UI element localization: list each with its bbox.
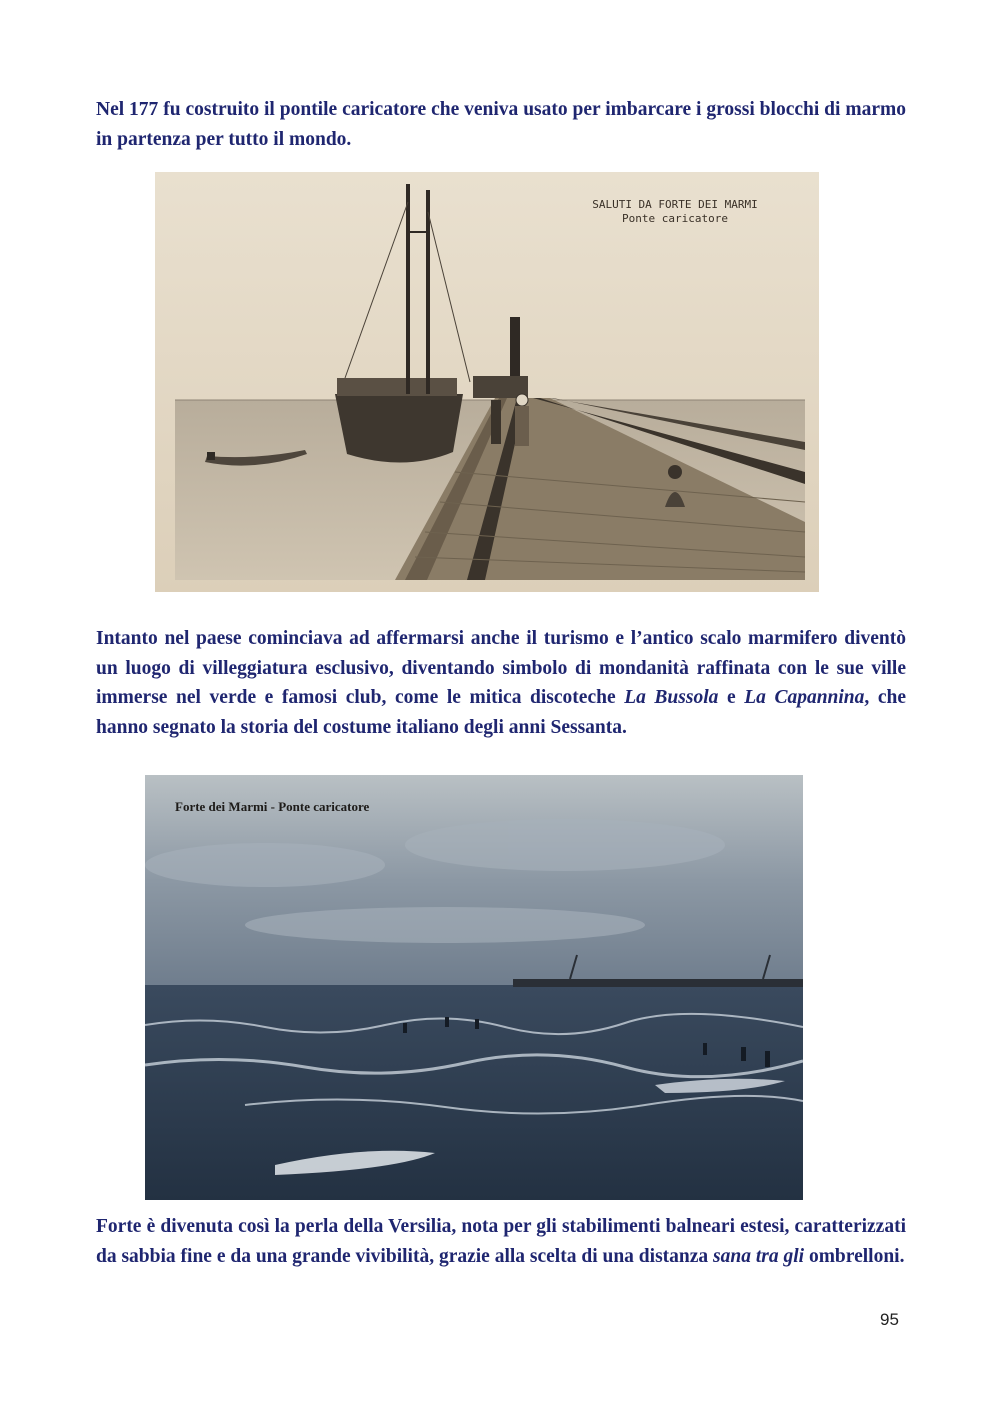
- paragraph-turismo: [96, 624, 906, 742]
- paragraph2-part2: e: [718, 687, 745, 708]
- paragraph-perla-versilia: [96, 1212, 906, 1271]
- paragraph2-part1: Intanto nel paese cominciava ad affermarsi anche il turismo e l’antico scalo marmifero diventò un luogo di villeggiatura esclusivo, diventando simbolo di mondanità raffinata con le sue ville immerse nel verde e famosi club, come le mitica discoteche: [96, 628, 906, 708]
- sepia-pier-illustration: [155, 172, 819, 592]
- postcard-blue-sea: [145, 775, 803, 1200]
- italic-la-bussola: La Bussola: [624, 687, 719, 708]
- italic-sana-tra-gli: sana tra gli: [713, 1245, 805, 1267]
- photo2-caption: Forte dei Marmi - Ponte caricatore: [175, 799, 370, 814]
- page-number: 95: [880, 1310, 899, 1329]
- postcard-sepia-pier: [155, 172, 819, 592]
- paragraph3-part1: Forte è divenuta così la perla della Versilia, nota per gli stabilimenti balneari estesi, caratterizzati da sabbia fine e da una grande vivibilità, grazie alla scelta di una distanza: [96, 1216, 906, 1267]
- paragraph2-part3: , che hanno segnato la storia del costume italiano degli anni Sessanta.: [96, 687, 907, 738]
- italic-la-capannina: La Capannina: [744, 687, 865, 708]
- paragraph-pontile: Nel 177 fu costruito il pontile caricatore che veniva usato per imbarcare i grossi blocchi di marmo in partenza per tutto il mondo.: [96, 99, 906, 150]
- photo1-caption-line1: SALUTI DA FORTE DEI MARMI: [592, 198, 758, 211]
- photo1-caption-line2: Ponte caricatore: [622, 212, 728, 225]
- blue-sea-illustration: [145, 775, 803, 1200]
- paragraph3-part2: ombrelloni.: [804, 1245, 905, 1267]
